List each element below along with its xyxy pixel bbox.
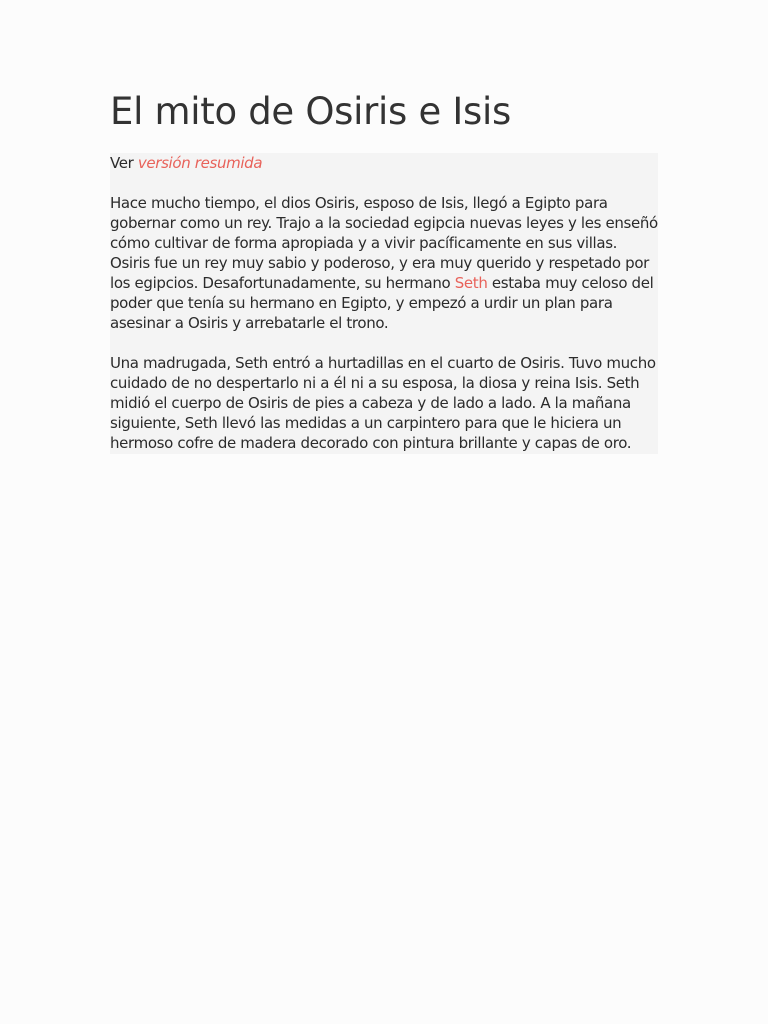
summary-version-link[interactable]: versión resumida (137, 154, 263, 172)
paragraph-1 (110, 193, 658, 333)
see-prefix: Ver (110, 154, 134, 172)
paragraph-1-text-end: estaba muy celoso del poder que tenía su hermano en Egipto, y empezó a urdir un plan para asesinar a Osiris y arrebatarle el trono. (110, 274, 654, 332)
paragraph-2: Una madrugada, Seth entró a hurtadillas en el cuarto de Osiris. Tuvo mucho cuidado de no despertarlo ni a él ni a su esposa, la diosa y reina Isis. Seth midió el cuerpo de Osiris de pies a cabeza y de lado a lado. A la mañana siguiente, Seth llevó las medidas a un carpintero para que le hiciera un hermoso cofre de madera decorado con pintura brillante y capas de oro. (110, 354, 656, 452)
article (110, 0, 658, 454)
seth-link[interactable]: Seth (454, 274, 488, 292)
summary-line (110, 153, 658, 173)
paragraph-1-text-start: Hace mucho tiempo, el dios Osiris, esposo de Isis, llegó a Egipto para gobernar como un rey. Trajo a la sociedad egipcia nuevas leyes y les enseñó cómo cultivar de forma apropiada y a vivir pacíficamente en sus villas. Osiris fue un rey muy sabio y poderoso, y era muy querido y respetado por los egipcios. Desafortunadamente, su hermano (110, 194, 658, 292)
article-body (110, 153, 658, 454)
page-title: El mito de Osiris e Isis (110, 90, 511, 133)
